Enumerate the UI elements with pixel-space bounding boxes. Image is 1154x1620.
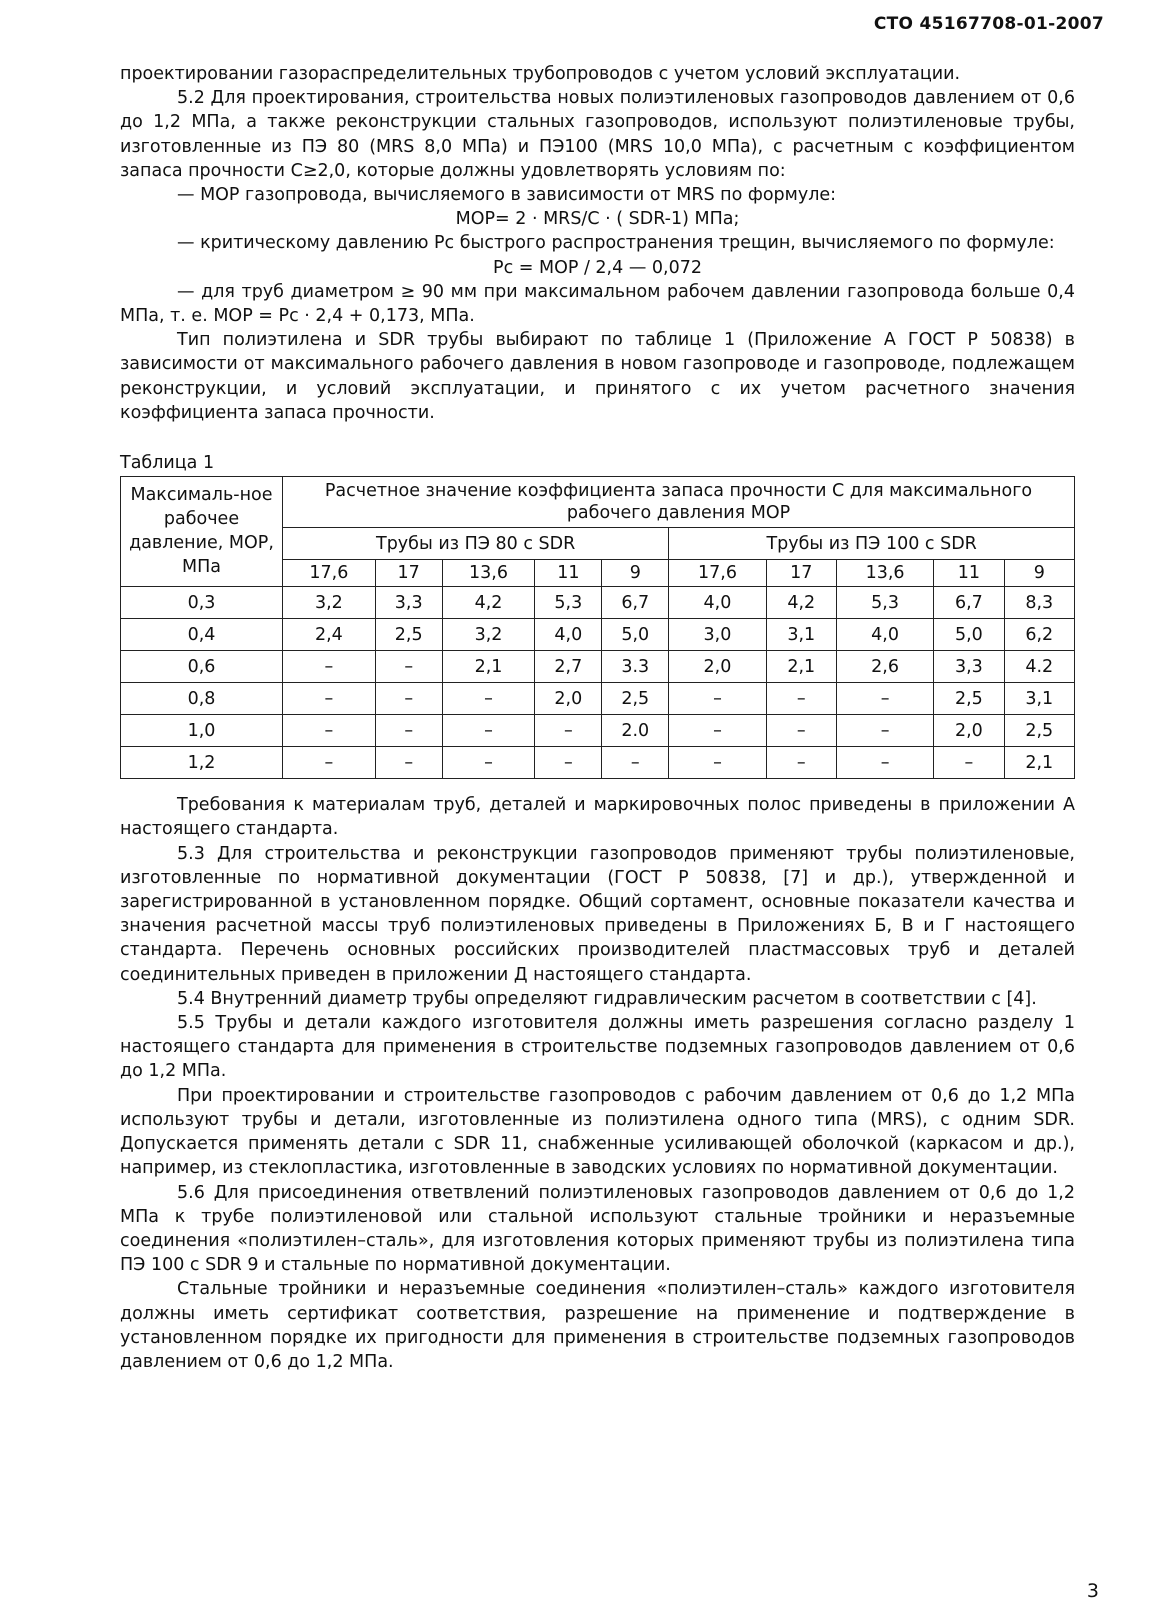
paragraph: Тип полиэтилена и SDR трубы выбирают по таблице 1 (Приложение А ГОСТ Р 50838) в зависимости от максимального рабочего давления в новом газопроводе и газопроводе, подлежащем реконструкции, и условий эксплуатации, и принятого с их учетом расчетного значения коэффициента запаса прочности. [120,330,1075,423]
list-item: — для труб диаметром ≥ 90 мм при максимальном рабочем давлении газопровода больше 0,4 МПа, т. е. МОР = Рс · 2,4 + 0,173, МПа. [120,281,1075,327]
list-item: — критическому давлению Рс быстрого распространения трещин, вычисляемого по формуле: [177,233,1055,254]
value-cell: 5,0 [934,619,1004,651]
value-cell: 2,5 [602,683,669,715]
value-cell: 2,1 [442,651,535,683]
sdr-header: 11 [934,560,1004,587]
value-cell: – [669,683,766,715]
value-cell: 3,2 [442,619,535,651]
value-cell: 6,7 [934,587,1004,619]
subheader-pe80: Трубы из ПЭ 80 с SDR [283,528,669,560]
value-cell: 5,3 [535,587,602,619]
value-cell: 2,0 [669,651,766,683]
value-cell: – [766,683,836,715]
group-header: Расчетное значение коэффициента запаса прочности С для максимального рабочего давления МОР [283,477,1075,528]
value-cell: 2,4 [283,619,376,651]
value-cell: 4,0 [535,619,602,651]
value-cell: – [283,651,376,683]
value-cell: 2,5 [375,619,442,651]
mop-cell: 0,3 [121,587,283,619]
value-cell: 4,0 [836,619,933,651]
doc-code-header: СТО 45167708-01-2007 [873,14,1104,34]
value-cell: – [766,715,836,747]
value-cell: 2,6 [836,651,933,683]
value-cell: 5,3 [836,587,933,619]
sdr-header: 17 [375,560,442,587]
value-cell: – [442,683,535,715]
value-cell: 2.0 [602,715,669,747]
value-cell: 2,0 [934,715,1004,747]
sdr-header: 11 [535,560,602,587]
mop-cell: 0,4 [121,619,283,651]
value-cell: 4,2 [442,587,535,619]
value-cell: – [442,715,535,747]
value-cell: – [535,715,602,747]
value-cell: – [934,747,1004,779]
value-cell: 3,0 [669,619,766,651]
mop-cell: 0,6 [121,651,283,683]
value-cell: 4.2 [1004,651,1074,683]
paragraph-5-5: 5.5 Трубы и детали каждого изготовителя должны иметь разрешения согласно разделу 1 настоящего стандарта для применения в строительстве подземных газопроводов давлением от 0,6 до 1,2 МПа. [120,1013,1075,1082]
value-cell: 2,5 [1004,715,1074,747]
paragraph: Требования к материалам труб, деталей и маркировочных полос приведены в приложении А настоящего стандарта. [120,795,1075,840]
paragraph-5-4: 5.4 Внутренний диаметр трубы определяют гидравлическим расчетом в соответствии с [4]. [177,988,1037,1009]
mop-cell: 1,2 [121,747,283,779]
paragraph: проектировании газораспределительных трубопроводов с учетом условий эксплуатации. [120,64,961,84]
sdr-header: 13,6 [836,560,933,587]
document-body [120,62,1075,1374]
value-cell: 3.3 [602,651,669,683]
value-cell: 3,1 [1004,683,1074,715]
value-cell: – [766,747,836,779]
value-cell: – [669,715,766,747]
value-cell: 4,0 [669,587,766,619]
value-cell: 6,2 [1004,619,1074,651]
mop-cell: 0,8 [121,683,283,715]
sdr-header: 17 [766,560,836,587]
value-cell: – [836,747,933,779]
table-row [121,619,1075,651]
value-cell: 3,1 [766,619,836,651]
mop-cell: 1,0 [121,715,283,747]
value-cell: – [375,683,442,715]
sdr-header: 17,6 [283,560,376,587]
sdr-header: 13,6 [442,560,535,587]
value-cell: 2,1 [766,651,836,683]
sdr-header: 9 [602,560,669,587]
table-row [121,587,1075,619]
value-cell: – [375,651,442,683]
subheader-pe100: Трубы из ПЭ 100 с SDR [669,528,1075,560]
paragraph-5-2: 5.2 Для проектирования, строительства новых полиэтиленовых газопроводов давлением от 0,6 до 1,2 МПа, а также реконструкции стальных газопроводов, используют полиэтиленовые трубы, изготовленные из ПЭ 80 (MRS 8,0 МПа) и ПЭ100 (MRS 10,0 МПа), с расчетным с коэффициентом запаса прочности С≥2,0, которые должны удовлетворять условиям по: [120,88,1075,181]
formula-mop: МОР= 2 · MRS/С · ( SDR-1) МПа; [455,209,740,230]
table-row [121,715,1075,747]
value-cell: 8,3 [1004,587,1074,619]
value-cell: – [669,747,766,779]
value-cell: – [836,715,933,747]
page-number: 3 [1086,1580,1099,1602]
value-cell: – [375,747,442,779]
value-cell: – [283,715,376,747]
value-cell: – [836,683,933,715]
sdr-header: 9 [1004,560,1074,587]
value-cell: 3,3 [934,651,1004,683]
col-header-mop: Максималь-ное рабочее давление, МОР, МПа [121,477,283,587]
value-cell: – [442,747,535,779]
value-cell: 3,2 [283,587,376,619]
data-table [120,476,1075,779]
list-item: — МОР газопровода, вычисляемого в зависимости от MRS по формуле: [177,185,837,206]
value-cell: 2,5 [934,683,1004,715]
table-caption: Таблица 1 [120,453,215,474]
table-row [121,683,1075,715]
value-cell: – [602,747,669,779]
sdr-header: 17,6 [669,560,766,587]
table-row [121,747,1075,779]
paragraph: Стальные тройники и неразъемные соединения «полиэтилен–сталь» каждого изготовителя должны иметь сертификат соответствия, разрешение на применение и подтверждение в установленном порядке их пригодности для применения в строительстве подземных газопроводов давлением от 0,6 до 1,2 МПа. [120,1279,1075,1372]
value-cell: 2,1 [1004,747,1074,779]
value-cell: – [375,715,442,747]
table-row [121,651,1075,683]
value-cell: – [283,683,376,715]
value-cell: – [283,747,376,779]
value-cell: 2,0 [535,683,602,715]
value-cell: 5,0 [602,619,669,651]
paragraph: При проектировании и строительстве газопроводов с рабочим давлением от 0,6 до 1,2 МПа используют трубы и детали, изготовленные из полиэтилена одного типа (MRS), с одним SDR. Допускается применять детали с SDR 11, снабженные усиливающей оболочкой (каркасом и др.), например, из стеклопластика, изготовленные в заводских условиях по нормативной документации. [120,1085,1075,1179]
paragraph-5-3: 5.3 Для строительства и реконструкции газопроводов применяют трубы полиэтиленовые, изготовленные по нормативной документации (ГОСТ Р 50838, [7] и др.), утвержденной и зарегистрированной в установленном порядке. Общий сортамент, основные показатели качества и значения расчетной массы труб полиэтиленовых приведены в Приложениях Б, В и Г настоящего стандарта. Перечень основных российских производителей пластмассовых труб и деталей соединительных приведен в приложении Д настоящего стандарта. [120,843,1075,985]
formula-pc: Рс = МОР / 2,4 — 0,072 [493,257,702,278]
value-cell: 3,3 [375,587,442,619]
value-cell: 2,7 [535,651,602,683]
value-cell: – [535,747,602,779]
paragraph-5-6: 5.6 Для присоединения ответвлений полиэтиленовых газопроводов давлением от 0,6 до 1,2 МПа к трубе полиэтиленовой или стальной используют стальные тройники и неразъемные соединения «полиэтилен–сталь», для изготовления которых применяют трубы из полиэтилена типа ПЭ 100 с SDR 9 и стальные по нормативной документации. [120,1182,1075,1276]
value-cell: 4,2 [766,587,836,619]
value-cell: 6,7 [602,587,669,619]
